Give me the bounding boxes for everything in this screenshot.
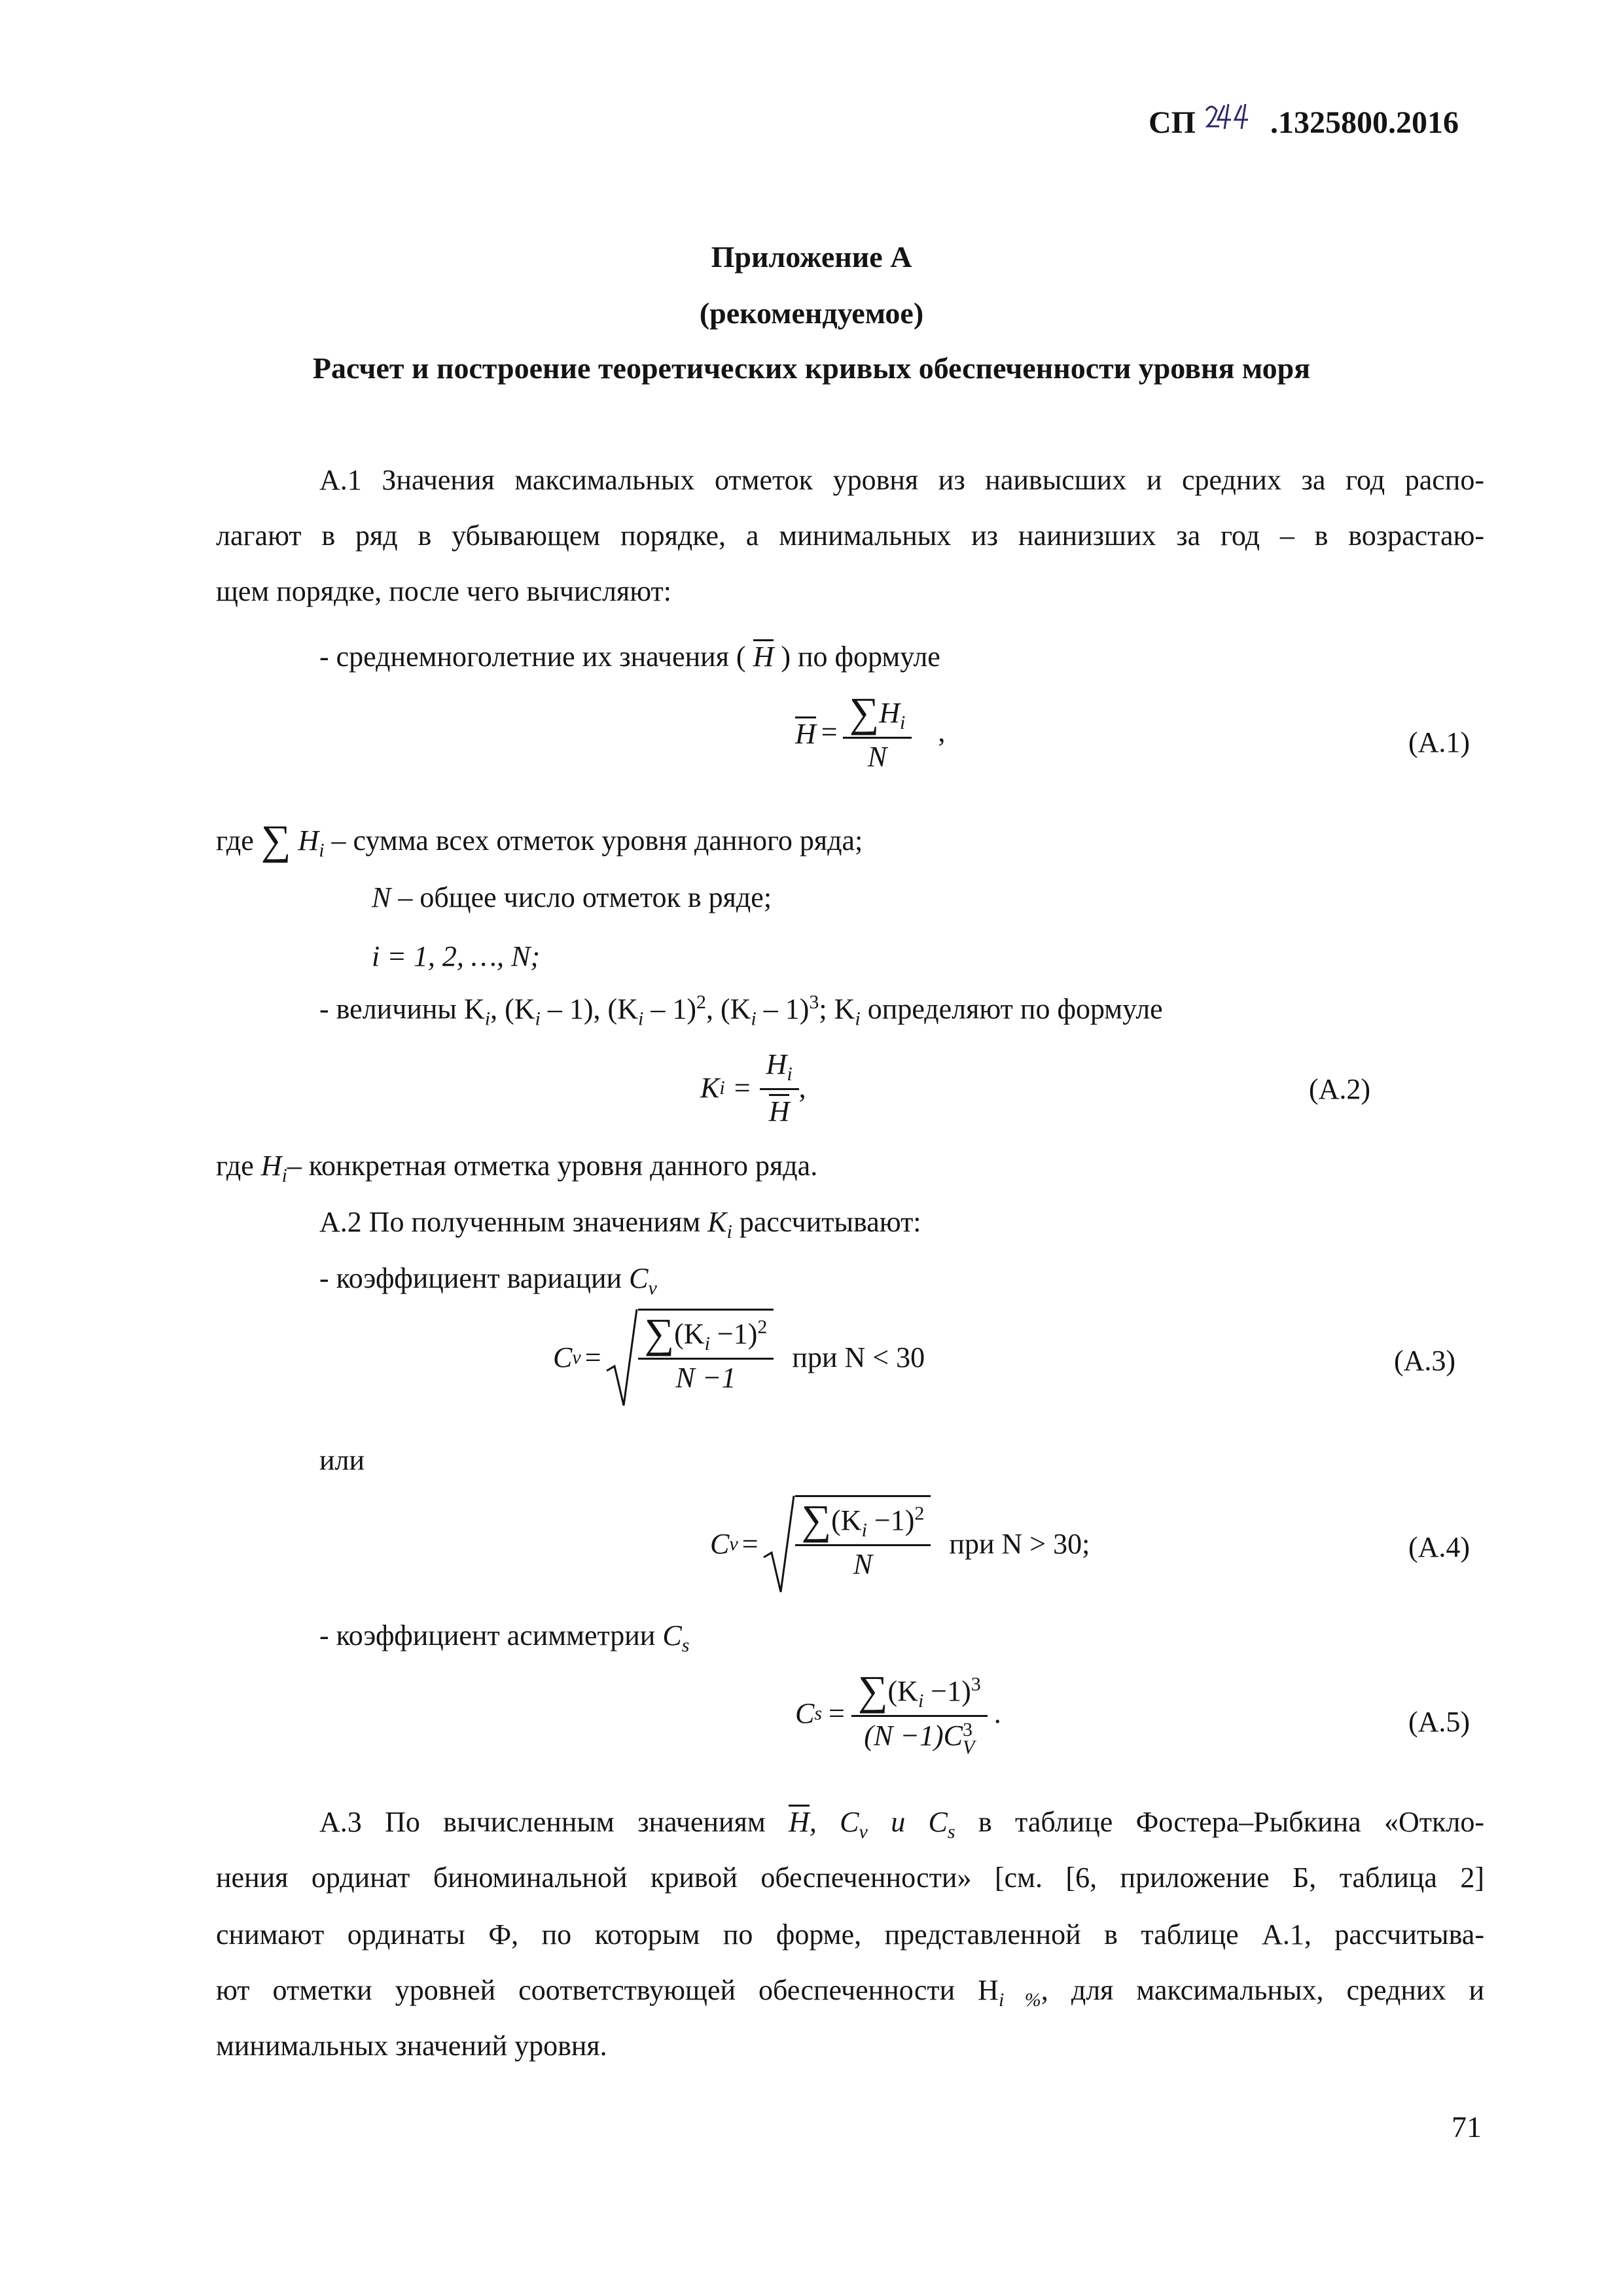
formula-a1 [795, 689, 946, 773]
formula-a5-label: (А.5) [1408, 1706, 1471, 1738]
formula-a3-eq: = [584, 1341, 601, 1373]
formula-a4-lhs-sub: v [729, 1533, 738, 1555]
formula-a1-num: H [879, 697, 901, 729]
where-hi-symbol: H [260, 1150, 282, 1182]
page-number: 71 [1452, 2110, 1482, 2144]
formula-a2-label: (А.2) [1309, 1073, 1371, 1105]
formula-a3-lhs-sub: v [572, 1347, 581, 1368]
formula-a3-num-sub: i [704, 1332, 710, 1354]
where-n [372, 883, 772, 912]
formula-a5-num-sub: i [918, 1689, 924, 1712]
para-a1-line3: щем порядке, после чего вычисляют: [216, 575, 671, 607]
values-sup-2: 2 [696, 991, 706, 1013]
para-a3-cv-sub: v [859, 1820, 868, 1843]
item-cv-symbol: C [629, 1262, 649, 1294]
formula-a4-fraction [795, 1496, 931, 1580]
item-values [319, 993, 1163, 1029]
values-text-6: – 1) [756, 993, 810, 1025]
sum-symbol: ∑ [801, 1496, 832, 1543]
para-a3-line2: нения ординат биноминальной кривой обеспеченности» [см. [6, приложение Б, таблица 2] [216, 1862, 1484, 1894]
formula-a1-num-sub: i [900, 711, 906, 733]
formula-a5-eq: = [829, 1697, 845, 1730]
para-a3-cs: и C [867, 1806, 948, 1838]
para-a3-line5: минимальных значений уровня. [216, 2030, 607, 2062]
formula-a3-fraction [638, 1310, 774, 1394]
sum-symbol: ∑ [849, 689, 880, 735]
formula-a1-tail: , [938, 716, 946, 749]
formula-a2-tail: , [798, 1071, 806, 1104]
formula-a4-den: N [853, 1547, 873, 1580]
formula-a5-num-pre: (K [887, 1675, 918, 1707]
appendix-heading: Расчет и построение теоретических кривых обеспеченности уровня моря [312, 351, 1311, 385]
formula-a1-label: (А.1) [1408, 726, 1471, 758]
where-hi-text: – конкретная отметка уровня данного ряда. [287, 1150, 818, 1182]
formula-a3-condition: при N < 30 [792, 1341, 925, 1373]
formula-a2-den: H [768, 1095, 790, 1127]
values-sub-4: i [751, 1008, 757, 1030]
para-a2 [319, 1208, 921, 1242]
para-a3-line4-after: , для максимальных, средних и [1041, 1974, 1485, 2006]
values-text-8: определяют по формуле [860, 993, 1163, 1025]
item-mean-text-after: ) по формуле [781, 641, 940, 673]
para-a2-sub: i [726, 1220, 732, 1243]
formula-a3 [553, 1309, 925, 1407]
formula-a2-eq: = [734, 1071, 751, 1104]
formula-a2 [700, 1050, 806, 1126]
sqrt-sign [762, 1495, 931, 1593]
where-sum-sub: i [319, 839, 325, 861]
formula-a5-lhs: C [795, 1697, 815, 1730]
where-n-text: – общее число отметок в ряде; [398, 881, 772, 913]
code-prefix: СП [1149, 105, 1196, 140]
formula-a4-lhs: C [710, 1528, 730, 1560]
formula-a5 [795, 1667, 1001, 1758]
formula-a1-den: N [867, 740, 887, 773]
para-a1-line1: А.1 Значения максимальных отметок уровня из наивысших и средних за год распо- [319, 464, 1484, 496]
formula-a5-tail: . [993, 1697, 1001, 1730]
formula-a1-eq: = [821, 716, 838, 749]
formula-a3-lhs: C [553, 1341, 573, 1373]
where-sum-symbol: H [298, 824, 319, 857]
formula-a5-fraction [851, 1667, 988, 1758]
mean-symbol: H [753, 641, 774, 673]
para-a3-line4-text: ют отметки уровней соответствующей обеспеченности H [216, 1974, 999, 2006]
values-sub-2: i [535, 1008, 541, 1030]
values-sup-3: 3 [809, 991, 819, 1013]
item-cv-sub: v [648, 1277, 657, 1299]
item-cs-sub: s [681, 1634, 690, 1656]
formula-a1-fraction [843, 689, 912, 773]
item-cs-symbol: C [662, 1619, 682, 1651]
sum-symbol: ∑ [260, 817, 291, 863]
formula-a3-label: (А.3) [1394, 1345, 1456, 1377]
para-a2-text: А.2 По полученным значениям [319, 1206, 701, 1238]
formula-a3-num-post: −1) [709, 1318, 758, 1350]
formula-a2-num-sub: i [787, 1063, 793, 1085]
formula-a4-eq: = [741, 1528, 758, 1560]
item-cv-text: - коэффициент вариации [319, 1262, 622, 1294]
values-text-2: , (K [490, 993, 535, 1025]
formula-a2-lhs-sub: i [719, 1076, 725, 1099]
formula-a5-den-sup: 3 [963, 1718, 972, 1740]
para-a3-line1 [319, 1805, 1484, 1842]
where-sum-text: – сумма всех отметок уровня данного ряда; [331, 824, 863, 857]
values-sub-1: i [484, 1008, 491, 1030]
where-hi [216, 1152, 817, 1186]
where-i [372, 942, 540, 971]
document-code [1149, 101, 1459, 139]
values-text-5: , (K [705, 993, 751, 1025]
values-sub-5: i [855, 1008, 861, 1030]
values-text-7: ; K [819, 993, 855, 1025]
para-a3-text-1: А.3 По вычисленным значениям [319, 1806, 766, 1838]
item-cs-text: - коэффициент асимметрии [319, 1619, 656, 1651]
formula-a5-num-sup: 3 [971, 1673, 981, 1695]
formula-a4-num-sup: 2 [914, 1502, 925, 1525]
sum-symbol: ∑ [644, 1310, 675, 1356]
para-a3-mean-symbol: H [789, 1806, 810, 1838]
formula-a4-num-sub: i [861, 1519, 867, 1541]
item-mean-text: - среднемноголетние их значения ( [319, 641, 746, 673]
para-a2-symbol: K [707, 1206, 727, 1238]
where-prefix: где [216, 824, 254, 857]
values-text-3: – 1), (K [540, 993, 638, 1025]
values-text-1: - величины K [319, 993, 485, 1025]
formula-a5-num-post: −1) [923, 1675, 971, 1707]
formula-a4-condition: при N > 30; [949, 1528, 1090, 1560]
para-a3-line4 [216, 1976, 1484, 2010]
formula-a3-den: N −1 [675, 1361, 736, 1394]
item-cs [319, 1621, 689, 1655]
item-cv [319, 1264, 657, 1298]
formula-a1-lhs: H [795, 717, 816, 750]
where-i-text: i = 1, 2, …, N; [372, 940, 541, 972]
formula-a4-num-post: −1) [866, 1504, 915, 1536]
item-mean-values [319, 639, 940, 671]
para-a1-line2: лагают в ряд в убывающем порядке, а минимальных из наинизших за год – в возрастаю- [216, 520, 1484, 552]
values-sub-3: i [637, 1008, 644, 1030]
para-a3-cv: , C [809, 1806, 859, 1838]
para-a3-text-after: в таблице Фостера–Рыбкина «Откло- [955, 1806, 1485, 1838]
para-a3-cs-sub: s [947, 1820, 955, 1843]
sqrt-sign [605, 1309, 774, 1407]
handwritten-number [1204, 101, 1262, 137]
sum-symbol: ∑ [857, 1667, 888, 1714]
formula-a5-den-pre: (N −1)C [864, 1719, 963, 1752]
where-n-symbol: N [372, 881, 391, 913]
where-hi-sub: i [281, 1164, 287, 1186]
formula-a2-num: H [766, 1048, 787, 1080]
appendix-title: Приложение А [711, 240, 912, 274]
formula-a4-label: (А.4) [1408, 1531, 1471, 1563]
formula-a4-num-pre: (K [831, 1504, 862, 1536]
para-a3-line4-sub: i % [998, 1988, 1041, 2011]
formula-a4 [710, 1495, 1090, 1593]
formula-a5-den-sub: V [963, 1736, 975, 1758]
formula-a2-fraction [760, 1050, 799, 1126]
para-a3-line3: снимают ординаты Ф, по которым по форме, представленной в таблице А.1, рассчитыва- [216, 1918, 1484, 1951]
appendix-status: (рекомендуемое) [699, 296, 924, 330]
code-number: .1325800.2016 [1270, 105, 1459, 140]
where-sum [216, 817, 863, 863]
formula-a2-lhs: K [700, 1071, 720, 1104]
formula-a3-num-pre: (K [674, 1318, 705, 1350]
para-a2-text-after: рассчитывают: [739, 1206, 921, 1238]
values-text-4: – 1) [643, 993, 696, 1025]
formula-a5-lhs-sub: s [814, 1703, 823, 1725]
formula-a3-num-sup: 2 [757, 1316, 768, 1338]
where-hi-prefix: где [216, 1150, 254, 1182]
or-word: или [319, 1444, 365, 1476]
